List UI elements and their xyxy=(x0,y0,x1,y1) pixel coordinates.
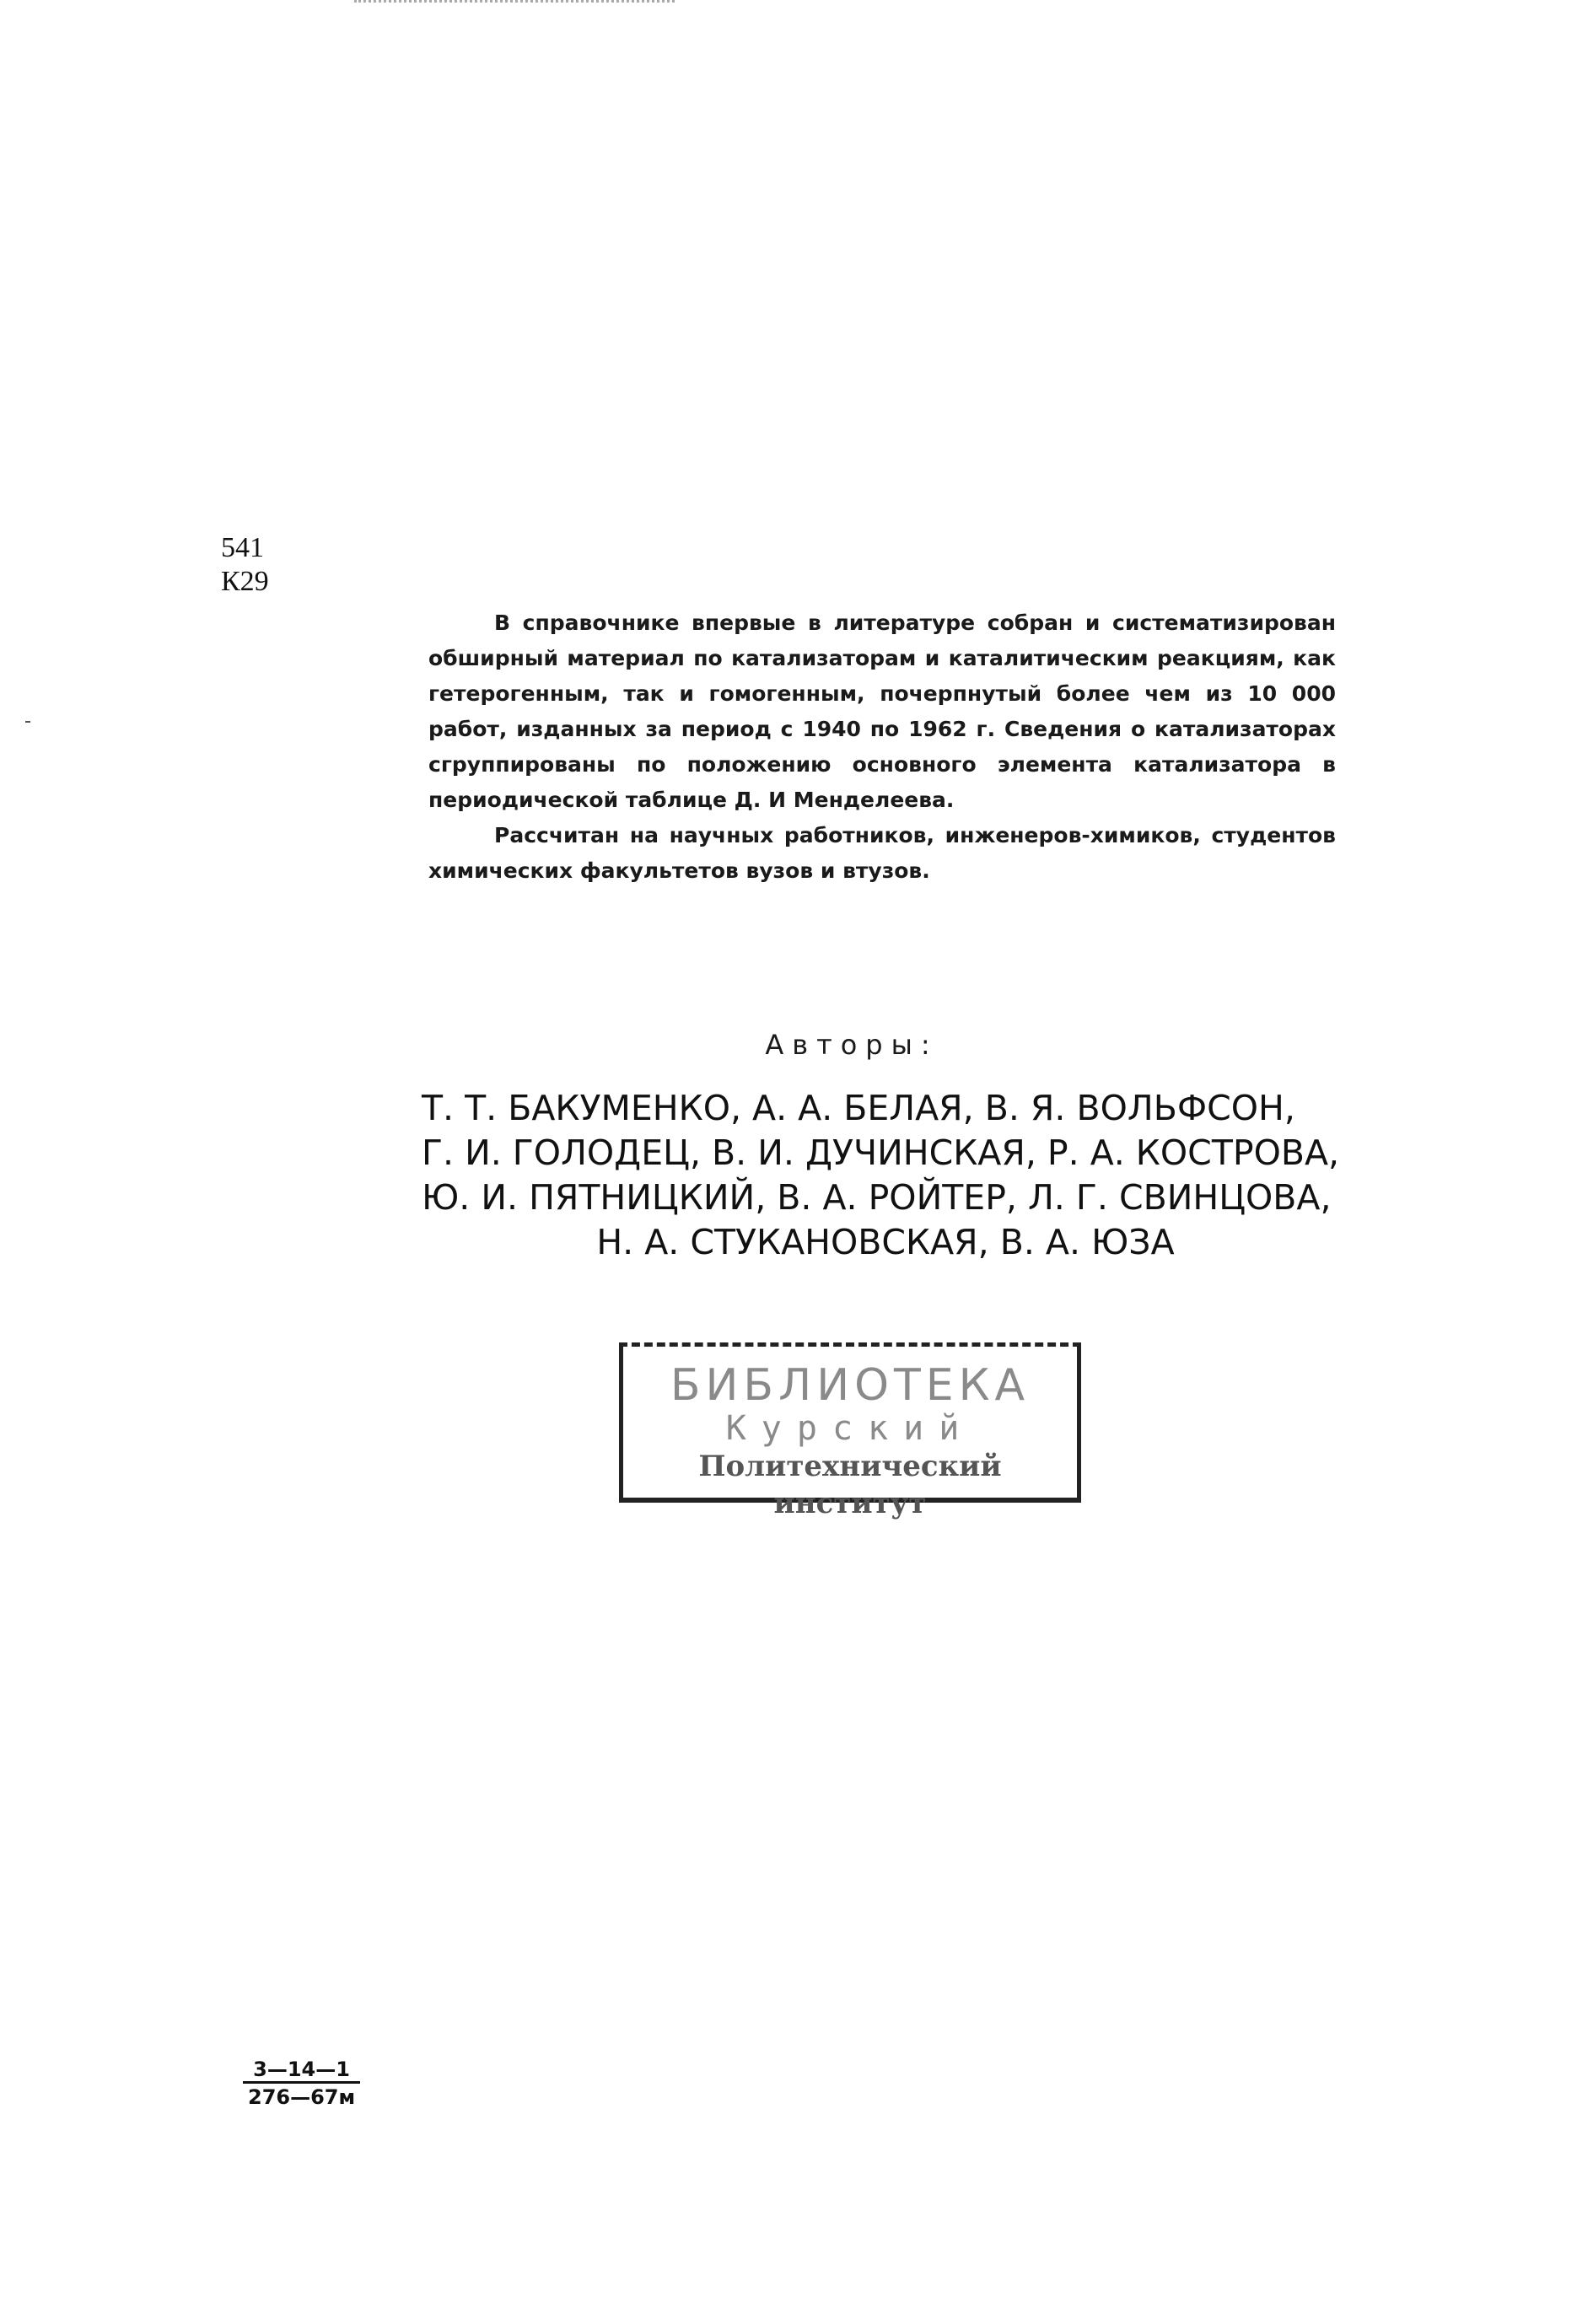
library-classification xyxy=(221,531,269,599)
authors-list xyxy=(422,1086,1349,1265)
stamp-city: Курский xyxy=(725,1409,975,1448)
authors-heading: Авторы: xyxy=(765,1029,939,1061)
scan-artifact-dot xyxy=(25,721,30,723)
index-numerator: 3—14—1 xyxy=(243,2058,360,2084)
udc-code: 541 xyxy=(221,532,264,563)
author-mark: К29 xyxy=(221,566,269,597)
stamp-institution: Политехнический институт xyxy=(698,1450,1002,1520)
authors-line: Т. Т. БАКУМЕНКО, А. А. БЕЛАЯ, В. Я. ВОЛЬФСОН, xyxy=(422,1088,1295,1128)
authors-line: Ю. И. ПЯТНИЦКИЙ, В. А. РОЙТЕР, Л. Г. СВИНЦОВА, xyxy=(422,1177,1332,1218)
scan-artifact-mark xyxy=(354,0,675,9)
authors-line: Г. И. ГОЛОДЕЦ, В. И. ДУЧИНСКАЯ, Р. А. КОСТРОВА, xyxy=(422,1132,1340,1173)
publication-index xyxy=(243,2058,360,2109)
book-abstract xyxy=(428,605,1336,889)
authors-line: Н. А. СТУКАНОВСКАЯ, В. А. ЮЗА xyxy=(596,1222,1175,1262)
index-denominator: 276—67м xyxy=(248,2085,356,2109)
stamp-title: БИБЛИОТЕКА xyxy=(670,1360,1031,1411)
library-stamp xyxy=(619,1342,1081,1520)
abstract-paragraph: В справочнике впервые в литературе собран и систематизирован обширный материал по катализаторам и каталитическим реакциям, как гетерогенным, так и гомогенным, почерпнутый более чем из 10 000 работ, изданных за период с 1940 по 1962 г. Сведения о катализаторах сгруппированы по положению основного элемента катализатора в периодической таблице Д. И Менделеева. xyxy=(428,611,1336,812)
audience-paragraph: Рассчитан на научных работников, инженеров-химиков, студентов химических факультетов вузов и втузов. xyxy=(428,823,1336,883)
